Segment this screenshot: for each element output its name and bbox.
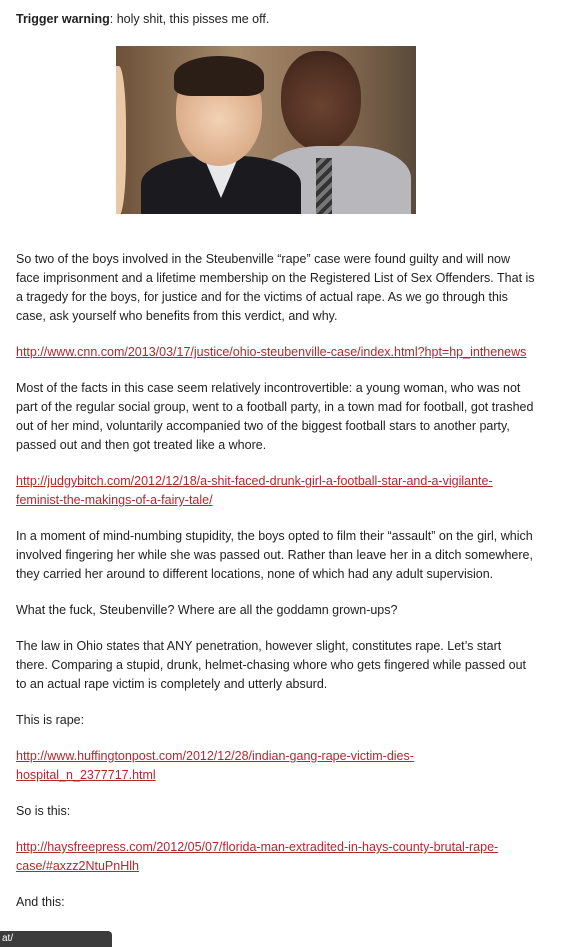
trigger-warning-label: Trigger warning bbox=[16, 12, 110, 26]
paragraph-3: In a moment of mind-numbing stupidity, the boys opted to film their “assault” on the girl, which involved fingering her while she was passed out. Rather than leave her in a ditch somewhere, they carried her around to different locations, none of which had any adult supervision. bbox=[16, 529, 533, 581]
article-photo bbox=[116, 46, 416, 214]
huffingtonpost-link[interactable]: http://www.huffingtonpost.com/2012/12/28/indian-gang-rape-victim-dies-hospital_n_2377717.html bbox=[16, 749, 414, 782]
article-body bbox=[16, 10, 536, 929]
link-paragraph-3 bbox=[16, 747, 536, 785]
link-paragraph-4 bbox=[16, 838, 536, 876]
paragraph-4: What the fuck, Steubenville? Where are all the goddamn grown-ups? bbox=[16, 603, 398, 617]
link-paragraph-2 bbox=[16, 472, 536, 510]
cnn-link[interactable]: http://www.cnn.com/2013/03/17/justice/ohio-steubenville-case/index.html?hpt=hp_inthenews bbox=[16, 345, 527, 359]
paragraph-5: The law in Ohio states that ANY penetration, however slight, constitutes rape. Let’s start there. Comparing a stupid, drunk, helmet-chasing whore who gets fingered while passed out to an actual rape victim is completely and utterly absurd. bbox=[16, 639, 527, 691]
paragraph-6: This is rape: bbox=[16, 713, 85, 727]
judgybitch-link[interactable]: http://judgybitch.com/2012/12/18/a-shit-faced-drunk-girl-a-football-star-and-a-vigilante-feminist-the-makings-of-a-fairy-tale/ bbox=[16, 474, 493, 507]
paragraph-8: And this: bbox=[16, 895, 65, 909]
status-bar-text: at/ bbox=[2, 933, 14, 944]
haysfreepress-link[interactable]: http://haysfreepress.com/2012/05/07/florida-man-extradited-in-hays-county-brutal-rape-case/#axzz2NtuPnHlh bbox=[16, 840, 499, 873]
link-paragraph-1 bbox=[16, 343, 536, 362]
trigger-warning bbox=[16, 10, 536, 29]
paragraph-1: So two of the boys involved in the Steubenville “rape” case were found guilty and will now face imprisonment and a lifetime membership on the Registered List of Sex Offenders. That is a tragedy for the boys, for justice and for the victims of actual rape. As we go through this case, ask yourself who benefits from this verdict, and why. bbox=[16, 252, 535, 323]
paragraph-7: So is this: bbox=[16, 804, 71, 818]
paragraph-2: Most of the facts in this case seem relatively incontrovertible: a young woman, who was not part of the regular social group, went to a football party, in a town mad for football, got trashed out of her mind, voluntarily accompanied two of the biggest football stars to another party, passed out and then got treated like a whore. bbox=[16, 381, 534, 452]
trigger-warning-text: : holy shit, this pisses me off. bbox=[109, 12, 270, 26]
status-bar bbox=[0, 931, 112, 947]
